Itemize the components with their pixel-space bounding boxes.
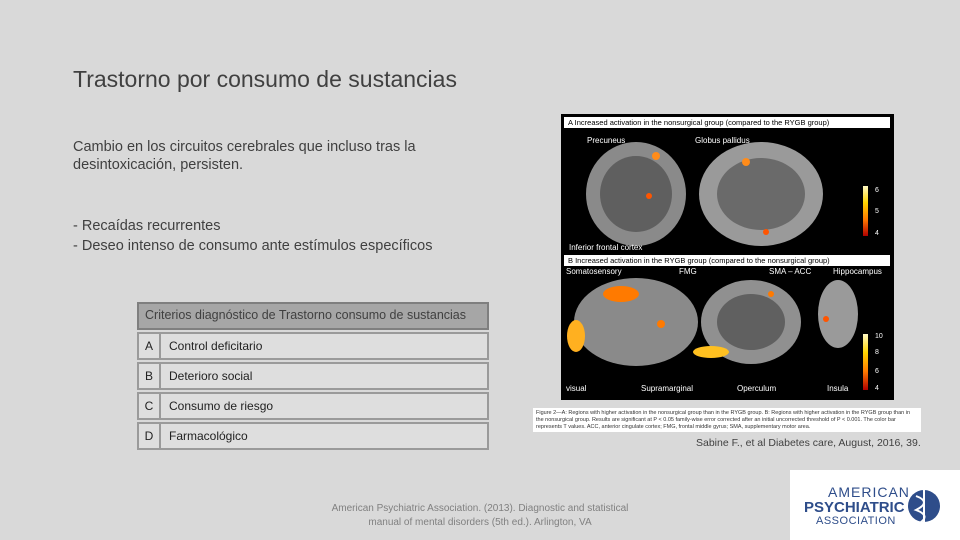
- table-row: [137, 422, 489, 450]
- label-fmg: FMG: [679, 267, 697, 276]
- row-text: Consumo de riesgo: [169, 399, 274, 413]
- intro-paragraph: Cambio en los circuitos cerebrales que incluso tras la desintoxicación, persisten.: [73, 139, 416, 173]
- label-hippocampus: Hippocampus: [833, 267, 882, 276]
- scale-b-tick: 10: [875, 333, 883, 340]
- label-insula: Insula: [827, 384, 849, 393]
- slide-title: Trastorno por consumo de sustancias: [73, 66, 457, 92]
- scale-b-tick: 6: [875, 368, 879, 375]
- label-globus-pallidus: Globus pallidus: [695, 136, 750, 145]
- scale-a-tick: 4: [875, 230, 879, 237]
- label-somatosensory: Somatosensory: [566, 267, 622, 276]
- apa-reference: American Psychiatric Association. (2013). Diagnostic and statistical manual of mental disorders (5th ed.). Arlington, VA: [331, 503, 629, 528]
- row-letter: A: [139, 334, 161, 358]
- bullet-craving: - Deseo intenso de consumo ante estímulos específicos: [73, 238, 433, 254]
- scale-b-tick: 8: [875, 349, 879, 356]
- criteria-table-header: Criterios diagnóstico de Trastorno consumo de sustancias: [137, 302, 489, 330]
- row-letter: B: [139, 364, 161, 388]
- row-text: Control deficitario: [169, 339, 263, 353]
- table-row: [137, 362, 489, 390]
- logo-line-1: AMERICAN: [828, 484, 910, 500]
- colorbar-b: [863, 334, 868, 390]
- row-text: Deterioro social: [169, 369, 253, 383]
- row-letter: D: [139, 424, 161, 448]
- colorbar-a: [863, 186, 868, 236]
- label-precuneus: Precuneus: [587, 136, 626, 145]
- scale-a-tick: 5: [875, 208, 879, 215]
- logo-line-2: PSYCHIATRIC: [804, 499, 905, 516]
- scale-a-tick: 6: [875, 187, 879, 194]
- label-supramarginal: Supramarginal: [641, 384, 694, 393]
- label-sma-acc: SMA – ACC: [769, 267, 812, 276]
- logo-line-3: ASSOCIATION: [816, 515, 896, 527]
- row-text: Farmacológico: [169, 429, 248, 443]
- table-row: [137, 332, 489, 360]
- caduceus-icon: [906, 482, 946, 530]
- bullet-list: [73, 216, 433, 256]
- brain-activation-figure: [561, 114, 894, 400]
- figure-citation: Sabine F., et al Diabetes care, August, 2016, 39.: [696, 437, 921, 449]
- panel-a-label: A Increased activation in the nonsurgical group (compared to the RYGB group): [564, 117, 890, 128]
- bullet-relapses: - Recaídas recurrentes: [73, 218, 221, 234]
- label-inferior-frontal-cortex: Inferior frontal cortex: [569, 243, 643, 252]
- panel-b-label: B Increased activation in the RYGB group (compared to the nonsurgical group): [564, 255, 890, 266]
- row-letter: C: [139, 394, 161, 418]
- criteria-table: [137, 302, 489, 450]
- label-operculum: Operculum: [737, 384, 777, 393]
- label-visual: visual: [566, 384, 587, 393]
- scale-b-tick: 4: [875, 385, 879, 392]
- apa-logo: [790, 470, 960, 540]
- table-row: [137, 392, 489, 420]
- figure-caption: Figure 2—A: Regions with higher activation in the nonsurgical group than in the RYGB group. B: Regions with higher activation in the RYGB group than in the nonsurgical group. Results are significant at P < 0.05 family-wise error corrected after an initial uncorrected threshold of P < 0.001. The color bar represents T values. ACC, anterior cingulate cortex; FMG, frontal middle gyrus; SMA, supplementary motor area.: [533, 408, 921, 432]
